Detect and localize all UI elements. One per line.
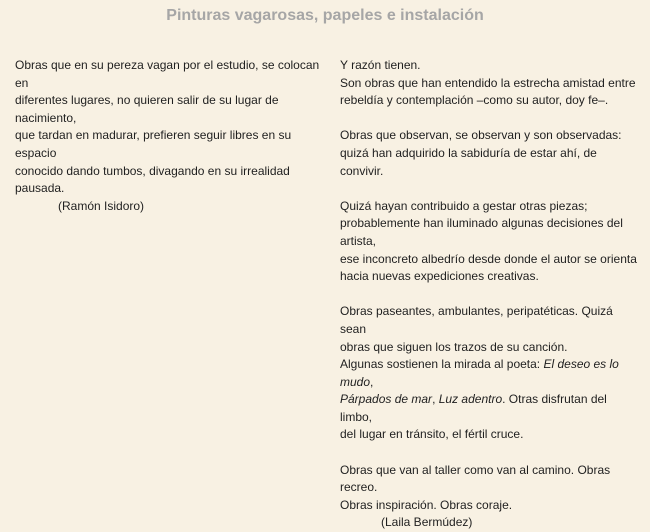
paragraph-1	[340, 57, 640, 110]
text-fragment: Algunas sostienen la mirada al poeta:	[340, 357, 544, 372]
text-line: probablemente han iluminado algunas decisiones del artista,	[340, 216, 623, 248]
paragraph-4	[340, 303, 640, 444]
text-line	[340, 356, 640, 391]
book-title-el-deseo-es-lo-mudo: El deseo es lo mudo	[340, 357, 619, 389]
text-line: Y razón tienen.	[340, 58, 421, 72]
text-line: rebeldía y contemplación –como su autor, doy fe–.	[340, 93, 609, 108]
left-column	[15, 57, 320, 215]
book-title-luz-adentro: Luz adentro	[438, 392, 503, 407]
text-line: obras que siguen los trazos de su canción.	[340, 339, 568, 354]
paragraph-5	[340, 462, 640, 532]
text-line: pausada.	[15, 181, 65, 196]
text-line: ese inconcreto albedrío desde donde el autor se orienta	[340, 251, 637, 266]
page-title: Pinturas vagarosas, papeles e instalación	[166, 7, 484, 24]
text-line: Obras inspiración. Obras coraje.	[340, 497, 513, 512]
text-line: Obras que van al taller como van al camino. Obras recreo.	[340, 462, 611, 495]
text-line: Quizá hayan contribuido a gestar otras piezas;	[340, 198, 588, 213]
text-fragment: . Otras disfrutan del limbo,	[340, 392, 607, 424]
text-line: hacia nuevas expediciones creativas.	[340, 269, 539, 284]
text-line: Obras que observan, se observan y son observadas:	[340, 128, 622, 143]
text-line	[340, 391, 640, 426]
text-line: conocido dando tumbos, divagando en su irrealidad	[15, 163, 290, 178]
paragraph-ramon	[15, 57, 320, 215]
text-fragment: ,	[432, 392, 439, 407]
text-line: Obras paseantes, ambulantes, peripatéticas. Quizá sean	[340, 304, 613, 336]
signature-laila: (Laila Bermúdez)	[381, 515, 473, 530]
text-line: quizá han adquirido la sabiduría de estar ahí, de convivir.	[340, 145, 597, 178]
text-fragment: ,	[370, 374, 374, 389]
text-line: Son obras que han entendido la estrecha amistad entre	[340, 75, 636, 90]
text-line: diferentes lugares, no quieren salir de su lugar de nacimiento,	[15, 93, 279, 125]
text-line: Obras que en su pereza vagan por el estudio, se colocan en	[15, 58, 320, 90]
book-title-parpados-de-mar: Párpados de mar	[340, 392, 433, 407]
text-line: del lugar en tránsito, el fértil cruce.	[340, 427, 524, 442]
signature-ramon: (Ramón Isidoro)	[58, 198, 145, 213]
paragraph-2	[340, 127, 640, 180]
text-line: que tardan en madurar, prefieren seguir libres en su espacio	[15, 128, 292, 160]
paragraph-3	[340, 198, 640, 286]
right-column	[340, 57, 640, 532]
